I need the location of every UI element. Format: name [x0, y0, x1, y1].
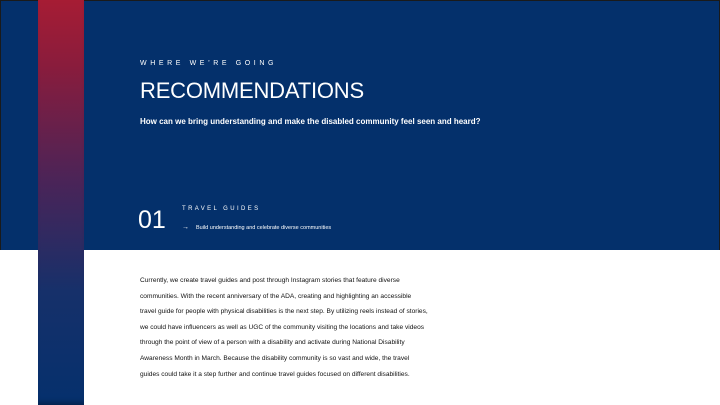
page-title: RECOMMENDATIONS: [140, 78, 364, 103]
body-paragraph: [140, 273, 480, 382]
body-line: Currently, we create travel guides and post through Instagram stories that feature diverse: [140, 277, 400, 284]
recommendation-point-text: Build understanding and celebrate diverse communities: [196, 224, 332, 231]
body-line: Awareness Month in March. Because the disability community is so vast and wide, the travel: [140, 354, 410, 362]
recommendation-number: 01: [138, 206, 166, 234]
body-line: guides could take it a step further and continue travel guides focused on different disabilities.: [140, 370, 410, 378]
body-line: travel guide for people with physical disabilities is the next step. By utilizing reels instead of stories,: [140, 308, 428, 316]
recommendation-point: [182, 224, 331, 231]
eyebrow-label: WHERE WE’RE GOING: [140, 60, 278, 67]
body-line: through the point of view of a person with a disability and activate during National Disability: [140, 339, 405, 347]
recommendation-label: TRAVEL GUIDES: [182, 206, 261, 212]
gradient-stripe: [38, 0, 84, 405]
arrow-right-icon: →: [182, 224, 189, 231]
page-subtitle: How can we bring understanding and make the disabled community feel seen and heard?: [140, 117, 481, 126]
body-line: we could have influencers as well as UGC of the community visiting the locations and take videos: [140, 323, 425, 331]
body-line: communities. With the recent anniversary of the ADA, creating and highlighting an accessible: [140, 292, 412, 300]
